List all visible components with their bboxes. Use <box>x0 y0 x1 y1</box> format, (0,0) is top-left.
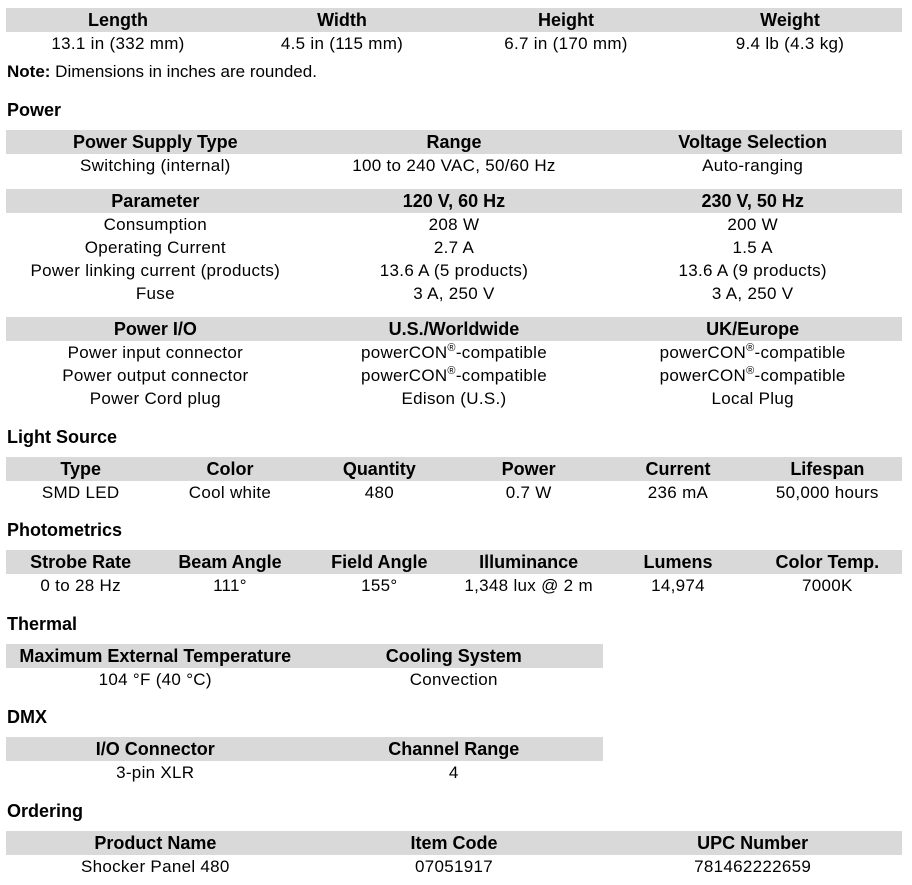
thermal-table <box>6 644 603 691</box>
header-product-name: Product Name <box>6 831 305 855</box>
power-supply-table <box>6 130 902 177</box>
dimensions-note <box>7 62 317 82</box>
table-header-row <box>6 130 902 154</box>
cell: 3-pin XLR <box>116 762 195 782</box>
section-title-power: Power <box>7 100 62 120</box>
cell: 3 A, 250 V <box>711 283 794 303</box>
table-header-row <box>6 831 902 855</box>
cell <box>603 364 902 387</box>
header-field-angle: Field Angle <box>305 550 454 574</box>
cell <box>305 364 604 387</box>
photometrics-table <box>6 550 902 597</box>
header-strobe-rate: Strobe Rate <box>6 550 155 574</box>
cell: 50,000 hours <box>775 482 879 502</box>
compat-suffix: -compatible <box>754 342 846 362</box>
registered-mark: ® <box>447 341 456 354</box>
cell: 1.5 A <box>732 237 773 257</box>
table-row <box>6 387 902 410</box>
cell: Consumption <box>103 214 208 234</box>
registered-mark: ® <box>447 364 456 377</box>
table-row <box>6 574 902 597</box>
cell: 13.6 A (5 products) <box>379 260 529 280</box>
connector-name: powerCON <box>659 365 747 385</box>
header-type: Type <box>6 457 155 481</box>
header-illuminance: Illuminance <box>454 550 603 574</box>
power-io-table <box>6 317 902 410</box>
header-upc-number: UPC Number <box>603 831 902 855</box>
table-header-row <box>6 8 902 32</box>
header-color: Color <box>155 457 304 481</box>
cell: 2.7 A <box>433 237 475 257</box>
section-title-thermal: Thermal <box>7 614 78 634</box>
cell: Operating Current <box>84 237 226 257</box>
table-row <box>6 668 603 691</box>
header-120v: 120 V, 60 Hz <box>305 189 604 213</box>
header-230v: 230 V, 50 Hz <box>603 189 902 213</box>
header-item-code: Item Code <box>305 831 604 855</box>
cell: Power output connector <box>62 365 249 385</box>
header-power-io: Power I/O <box>6 317 305 341</box>
compat-suffix: -compatible <box>455 365 548 385</box>
header-color-temp: Color Temp. <box>753 550 902 574</box>
cell: 480 <box>364 482 394 502</box>
header-quantity: Quantity <box>305 457 454 481</box>
note-label: Note: <box>7 62 51 81</box>
cell: 208 W <box>428 214 480 234</box>
cell: Convection <box>409 669 498 689</box>
ordering-table <box>6 831 902 878</box>
header-weight: Weight <box>678 8 902 32</box>
cell: SMD LED <box>41 482 120 502</box>
cell <box>305 341 604 364</box>
header-beam-angle: Beam Angle <box>155 550 304 574</box>
cell: Power Cord plug <box>89 388 221 408</box>
cell: Power linking current (products) <box>30 260 281 280</box>
table-row <box>6 213 902 236</box>
cell: 9.4 lb (4.3 kg) <box>735 33 845 53</box>
registered-mark: ® <box>746 341 755 354</box>
note-text: Dimensions in inches are rounded. <box>50 62 317 81</box>
header-channel-range: Channel Range <box>305 737 604 761</box>
table-row <box>6 32 902 55</box>
header-io-connector: I/O Connector <box>6 737 305 761</box>
header-max-external-temperature: Maximum External Temperature <box>6 644 305 668</box>
header-power-supply-type: Power Supply Type <box>6 130 305 154</box>
cell: 781462222659 <box>694 856 812 876</box>
table-header-row <box>6 189 902 213</box>
compat-suffix: -compatible <box>455 342 548 362</box>
cell: 0 to 28 Hz <box>40 575 121 595</box>
connector-name: powerCON <box>659 342 747 362</box>
cell: 200 W <box>727 214 778 234</box>
cell: Cool white <box>188 482 272 502</box>
connector-name: powerCON <box>360 342 448 362</box>
table-header-row <box>6 737 603 761</box>
cell: 4.5 in (115 mm) <box>280 33 404 53</box>
section-title-ordering: Ordering <box>7 801 84 821</box>
header-length: Length <box>6 8 230 32</box>
header-uk-europe: UK/Europe <box>603 317 902 341</box>
header-us-worldwide: U.S./Worldwide <box>305 317 604 341</box>
cell: 4 <box>448 762 459 782</box>
table-header-row <box>6 457 902 481</box>
header-lumens: Lumens <box>603 550 752 574</box>
table-header-row <box>6 644 603 668</box>
table-row <box>6 341 902 364</box>
section-title-photometrics: Photometrics <box>7 520 123 540</box>
light-source-table <box>6 457 902 504</box>
cell: 7000K <box>801 575 853 595</box>
cell: 0.7 W <box>505 482 552 502</box>
cell: 3 A, 250 V <box>413 283 495 303</box>
cell: 111° <box>213 575 247 595</box>
header-cooling-system: Cooling System <box>305 644 604 668</box>
cell: 1,348 lux @ 2 m <box>464 575 593 595</box>
cell: Shocker Panel 480 <box>80 856 230 876</box>
cell: Local Plug <box>711 388 794 408</box>
cell: Auto-ranging <box>702 155 804 175</box>
dmx-table <box>6 737 603 784</box>
dimensions-table <box>6 8 902 55</box>
table-header-row <box>6 550 902 574</box>
header-height: Height <box>454 8 678 32</box>
cell: 14,974 <box>651 575 705 595</box>
header-lifespan: Lifespan <box>753 457 902 481</box>
table-row <box>6 282 902 305</box>
section-title-light-source: Light Source <box>7 427 118 447</box>
cell: 100 to 240 VAC, 50/60 Hz <box>352 155 556 175</box>
header-width: Width <box>230 8 454 32</box>
registered-mark: ® <box>746 364 755 377</box>
cell: 6.7 in (170 mm) <box>504 33 628 53</box>
cell: Power input connector <box>67 342 244 362</box>
power-parameters-table <box>6 189 902 305</box>
cell <box>603 341 902 364</box>
cell: 13.1 in (332 mm) <box>51 33 185 53</box>
table-row <box>6 855 902 878</box>
cell: 13.6 A (9 products) <box>678 260 827 280</box>
table-row <box>6 236 902 259</box>
section-title-dmx: DMX <box>7 707 47 727</box>
cell: Fuse <box>135 283 175 303</box>
header-current: Current <box>603 457 752 481</box>
table-row <box>6 481 902 504</box>
header-range: Range <box>305 130 604 154</box>
table-row <box>6 761 603 784</box>
table-row <box>6 154 902 177</box>
header-voltage-selection: Voltage Selection <box>603 130 902 154</box>
cell: 155° <box>361 575 398 595</box>
cell: Edison (U.S.) <box>401 388 507 408</box>
header-power: Power <box>454 457 603 481</box>
compat-suffix: -compatible <box>754 365 846 385</box>
connector-name: powerCON <box>360 365 448 385</box>
table-header-row <box>6 317 902 341</box>
cell: Switching (internal) <box>80 155 231 175</box>
cell: 07051917 <box>414 856 493 876</box>
header-parameter: Parameter <box>6 189 305 213</box>
table-row <box>6 259 902 282</box>
cell: 104 °F (40 °C) <box>98 669 212 689</box>
cell: 236 mA <box>647 482 709 502</box>
table-row <box>6 364 902 387</box>
